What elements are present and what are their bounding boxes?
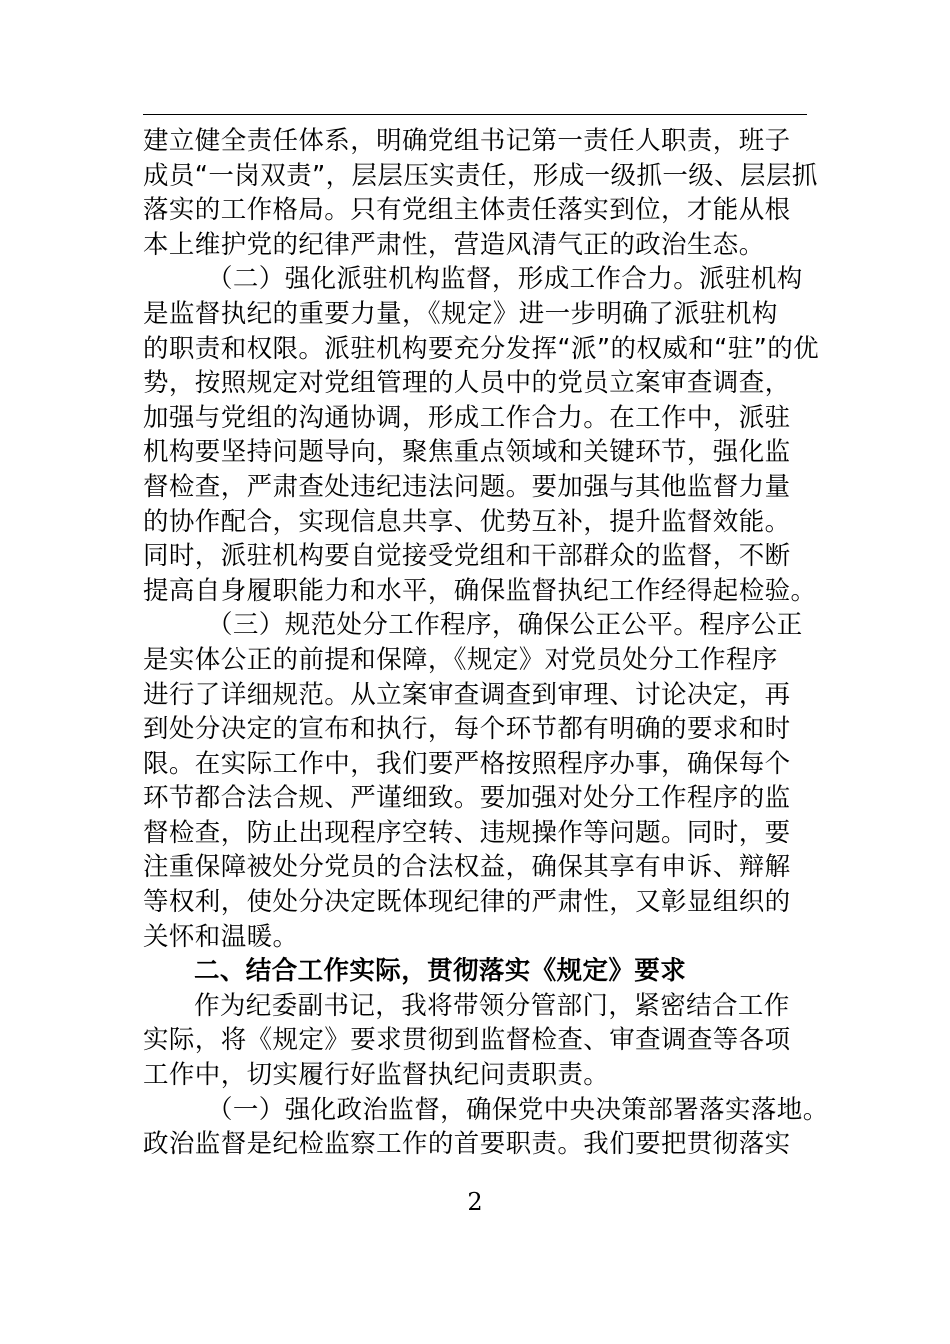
text-line: 成员“一岗双责”，层层压实责任，形成一级抓一级、层层抓: [143, 160, 818, 191]
text-line: 督检查，防止出现程序空转、违规操作等问题。同时，要: [143, 817, 791, 848]
text-line: 注重保障被处分党员的合法权益，确保其享有申诉、辩解: [143, 852, 791, 883]
text-line: 督检查，严肃查处违纪违法问题。要加强与其他监督力量: [143, 471, 791, 502]
text-line: 工作中，切实履行好监督执纪问责职责。: [143, 1060, 610, 1091]
text-line: 的协作配合，实现信息共享、优势互补，提升监督效能。: [143, 506, 791, 537]
paragraph-first-line: （三）规范处分工作程序，确保公正公平。程序公正: [207, 610, 803, 641]
text-line: 限。在实际工作中，我们要严格按照程序办事，确保每个: [143, 748, 791, 779]
text-line: 到处分决定的宣布和执行，每个环节都有明确的要求和时: [143, 714, 791, 745]
paragraph-first-line: （一）强化政治监督，确保党中央决策部署落实落地。: [207, 1094, 829, 1125]
paragraph-first-line: 作为纪委副书记，我将带领分管部门，紧密结合工作: [194, 990, 790, 1021]
text-line: 机构要坚持问题导向，聚焦重点领域和关键环节，强化监: [143, 437, 791, 468]
text-line: 政治监督是纪检监察工作的首要职责。我们要把贯彻落实: [143, 1129, 791, 1160]
text-line: 环节都合法合规、严谨细致。要加强对处分工作程序的监: [143, 783, 791, 814]
text-line: 落实的工作格局。只有党组主体责任落实到位，才能从根: [143, 195, 791, 226]
text-line: 提高自身履职能力和水平，确保监督执纪工作经得起检验。: [143, 575, 817, 606]
section-heading: 二、结合工作实际，贯彻落实《规定》要求: [194, 956, 687, 987]
page-number: 2: [467, 1188, 483, 1216]
text-line: 同时，派驻机构要自觉接受党组和干部群众的监督，不断: [143, 541, 791, 572]
text-line: 的职责和权限。派驻机构要充分发挥“派”的权威和“驻”的优: [143, 333, 820, 364]
text-line: 加强与党组的沟通协调，形成工作合力。在工作中，派驻: [143, 402, 791, 433]
header-rule: [143, 114, 807, 115]
body-text: [143, 124, 829, 1162]
text-line: 关怀和温暖。: [143, 921, 299, 952]
text-line: 本上维护党的纪律严肃性，营造风清气正的政治生态。: [143, 229, 765, 260]
text-line: 建立健全责任体系，明确党组书记第一责任人职责，班子: [143, 126, 791, 156]
text-line: 进行了详细规范。从立案审查调查到审理、讨论决定，再: [143, 679, 791, 710]
text-line: 是监督执纪的重要力量，《规定》进一步明确了派驻机构: [143, 298, 778, 329]
paragraph-first-line: （二）强化派驻机构监督，形成工作合力。派驻机构: [207, 264, 803, 295]
text-line: 等权利，使处分决定既体现纪律的严肃性，又彰显组织的: [143, 887, 791, 918]
text-line: 实际，将《规定》要求贯彻到监督检查、审查调查等各项: [143, 1025, 791, 1056]
text-line: 势，按照规定对党组管理的人员中的党员立案审查调查，: [143, 368, 791, 399]
text-line: 是实体公正的前提和保障，《规定》对党员处分工作程序: [143, 644, 778, 675]
